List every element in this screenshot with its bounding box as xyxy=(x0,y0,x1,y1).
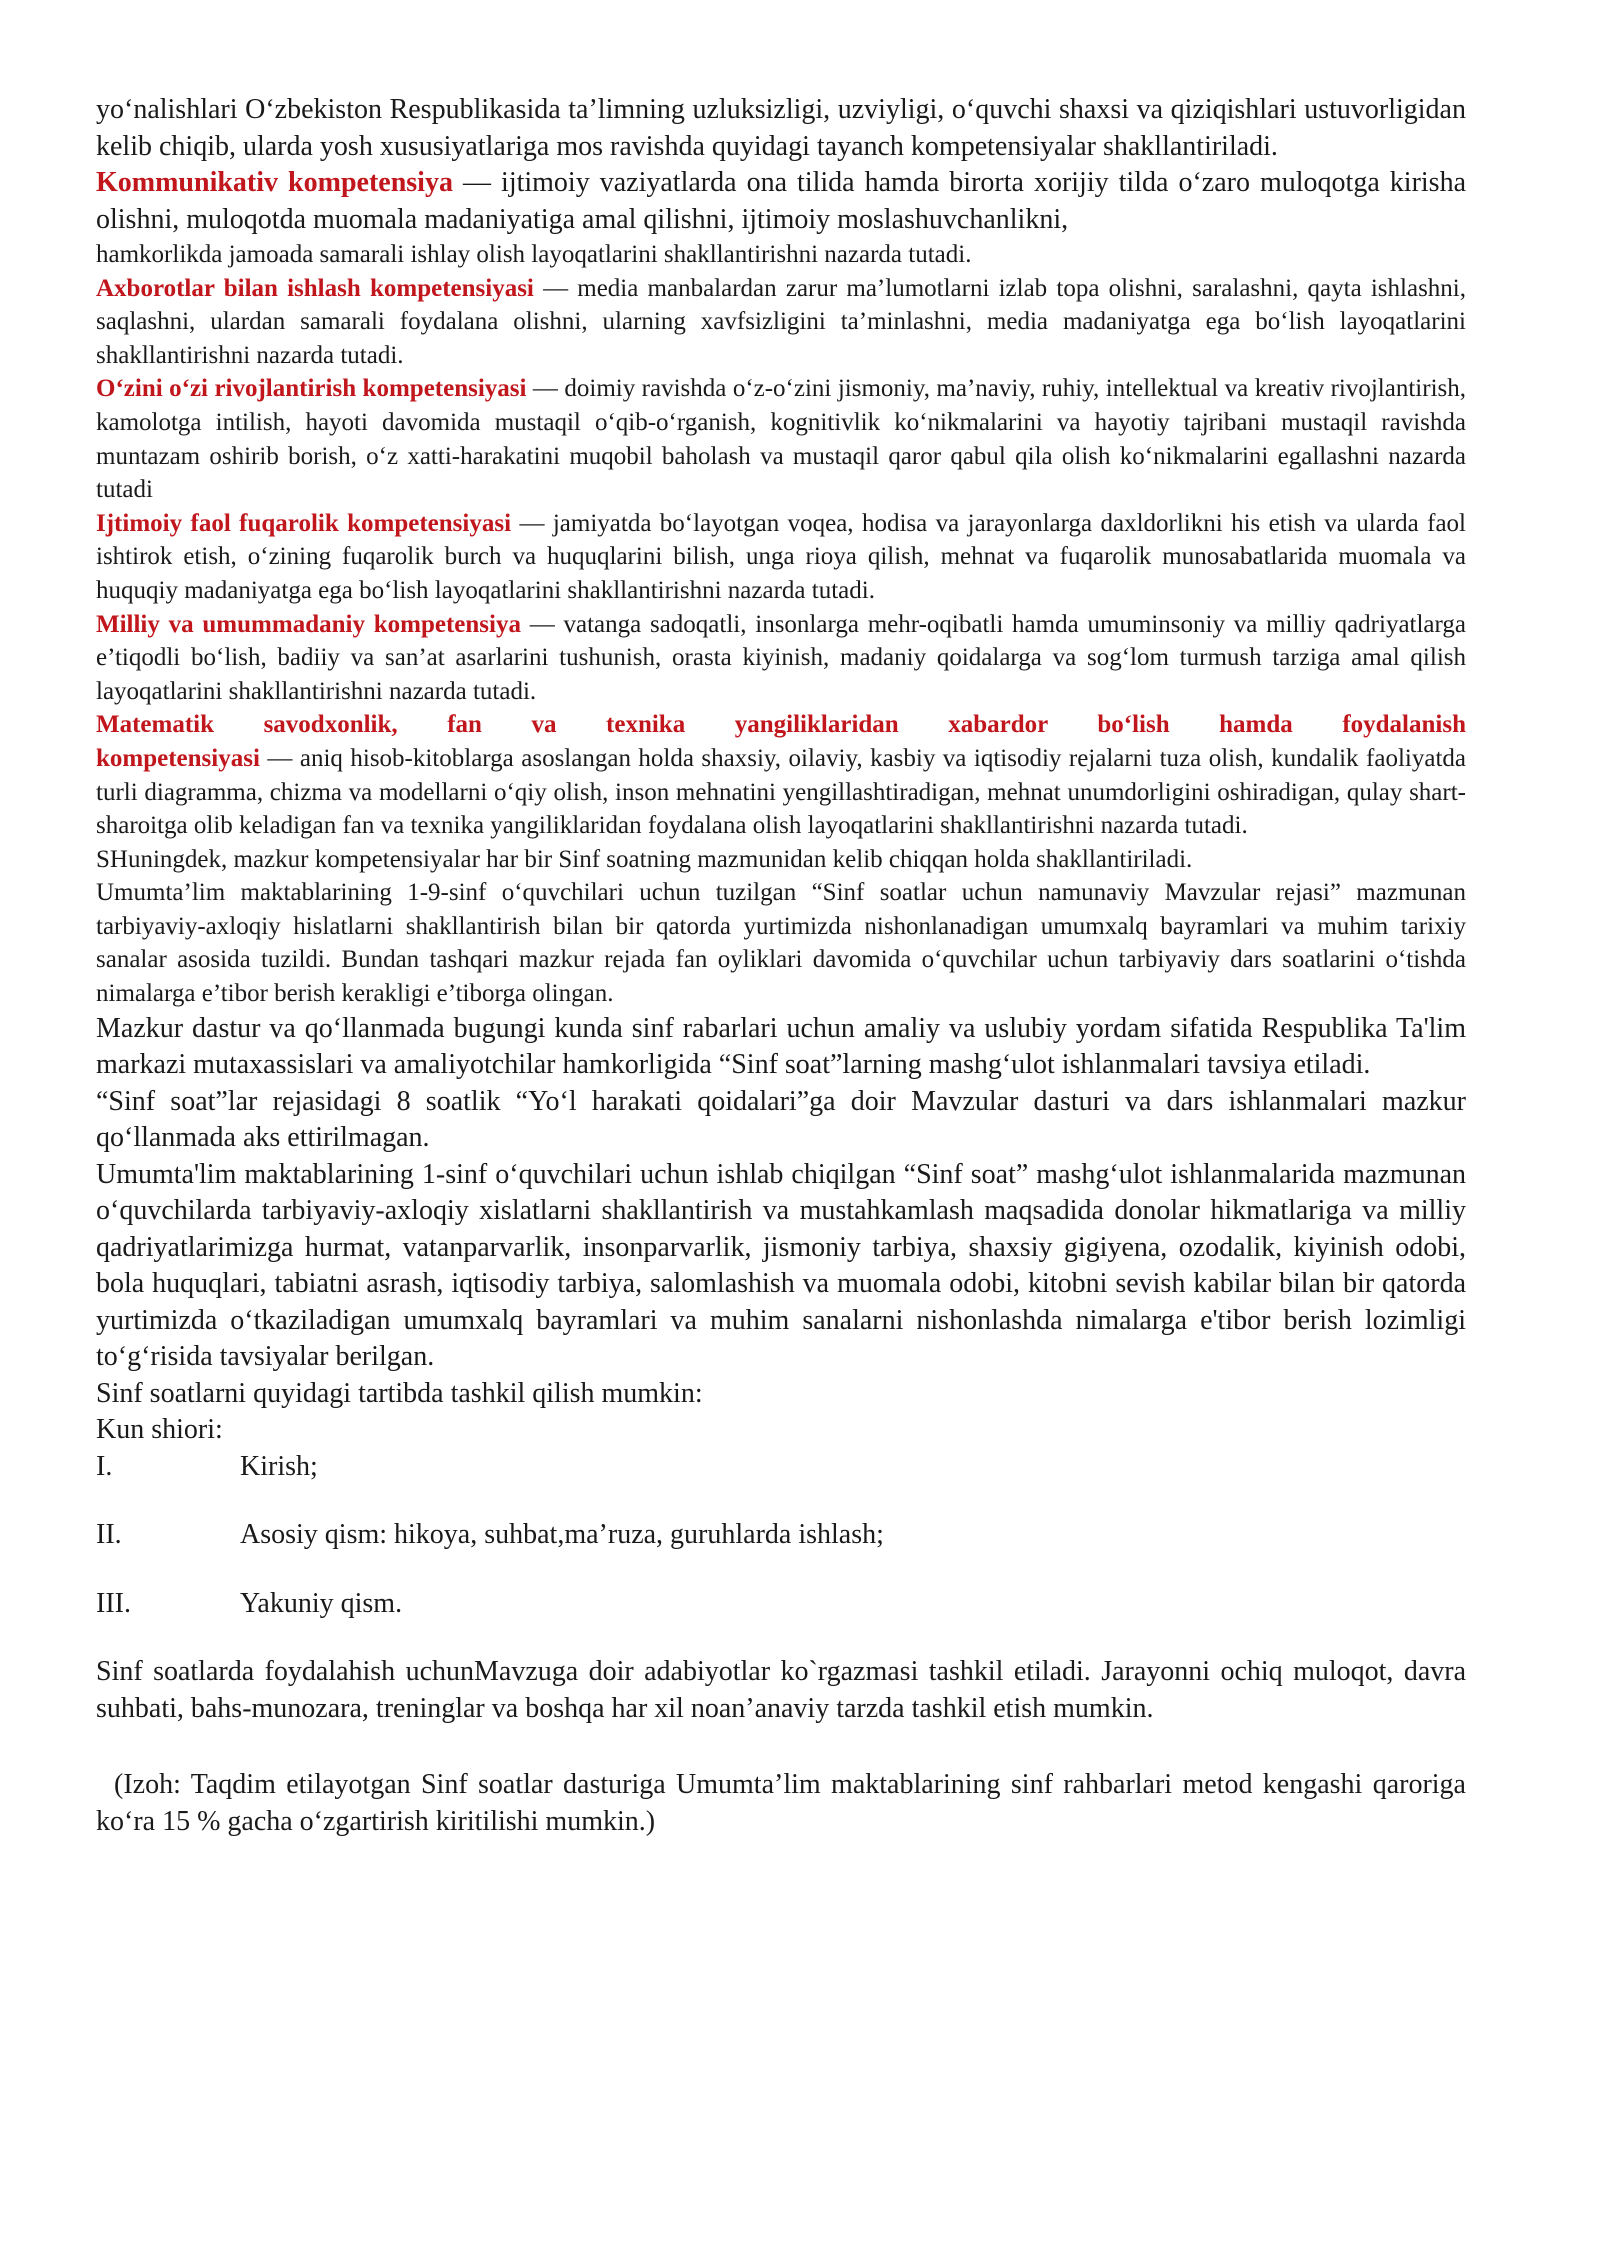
competency-text: — aniq hisob-kitoblarga asoslangan holda shaxsiy, oilaviy, kasbiy va iqtisodiy rejalarni tuza olish, kundalik faoliyatda turli diagramma, chizma va modellarni o‘qiy olish, inson mehnatini yengillashtiradigan, mehnat unumdorligini oshiradigan, qulay shart-sharoitga olib keladigan fan va texnika yangiliklaridan foydalana olish layoqatlarini shakllantirishni nazarda tutadi. xyxy=(96,744,1466,840)
competency-ijtimoiy-faol xyxy=(96,507,1466,608)
competency-kommunikativ xyxy=(96,165,1466,238)
structure-list xyxy=(96,1449,1466,1623)
list-text: Asosiy qism: hikoya, suhbat,ma’ruza, guruhlarda ishlash; xyxy=(240,1519,884,1551)
competency-title: Kommunikativ kompetensiya xyxy=(96,167,453,198)
list-item xyxy=(96,1586,1466,1623)
list-number: III. xyxy=(96,1587,131,1619)
competency-ozini-rivojlantirish xyxy=(96,372,1466,506)
list-text: Yakuniy qism. xyxy=(240,1587,403,1619)
spacer xyxy=(96,1727,1466,1767)
competency-text: — doimiy ravishda o‘z-o‘zini jismoniy, ma’naviy, ruhiy, intellektual va kreativ rivojlantirish, kamolotga intilish, hayoti davomida mustaqil o‘qib-o‘rganish, kognitivlik ko‘nikmalarini va hayotiy tajribani mustaqil ravishda muntazam oshirib borish, o‘z xatti-harakatini muqobil baholash va mustaqil qaror qabul qila olish ko‘nikmalarini egallashni nazarda tutadi xyxy=(96,375,1466,504)
competency-matematik-title-line: Matematik savodxonlik, fan va texnika yangiliklaridan xabardor bo‘lish hamda foydalanish xyxy=(96,711,1466,739)
competency-text: — ijtimoiy vaziyatlarda ona tilida hamda birorta xorijiy tilda o‘zaro muloqotga kirisha olishni, muloqotda muomala madaniyatiga amal qilishni, ijtimoiy moslashuvchanlikni, xyxy=(96,167,1466,235)
competency-title: Ijtimoiy faol fuqarolik kompetensiyasi xyxy=(96,509,512,537)
competency-title: kompetensiyasi xyxy=(96,744,260,772)
izoh-text: (Izoh: Taqdim etilayotgan Sinf soatlar dasturiga Umumta’lim maktablarining sinf rahbarlari metod kengashi qaroriga ko‘ra 15 % gacha o‘zgartirish kiritilishi mumkin.) xyxy=(96,1769,1466,1837)
competency-title: O‘zini o‘zi rivojlantirish kompetensiyasi xyxy=(96,375,527,403)
umumtalim-plan-paragraph: Umumta’lim maktablarining 1-9-sinf o‘quvchilari uchun tuzilgan “Sinf soatlar uchun namunaviy Mavzular rejasi” mazmunan tarbiyaviy-axloqiy hislatlarni shakllantirish bilan bir qatorda yurtimizda nishonlanadigan umumxalq bayramlari va muhim tarixiy sanalar asosida tuzildi. Bundan tashqari mazkur rejada fan oyliklari davomida o‘quvchilar uchun tarbiyaviy dars soatlarini o‘tishda nimalarga e’tibor berish kerakligi e’tiborga olingan. xyxy=(96,879,1466,1008)
competency-kommunikativ-continued: hamkorlikda jamoada samarali ishlay olish layoqatlarini shakllantirishni nazarda tutadi. xyxy=(96,241,972,268)
mazkur-dastur-paragraph: Mazkur dastur va qo‘llanmada bugungi kunda sinf rabarlari uchun amaliy va uslubiy yordam sifatida Respublika Ta'lim markazi mutaxassislari va amaliyotchilar hamkorligida “Sinf soat”larning mashg‘ulot ishlanmalari tavsiya etiladi. xyxy=(96,1012,1466,1081)
list-item xyxy=(96,1517,1466,1554)
kun-shiori-paragraph: Kun shiori: xyxy=(96,1414,223,1446)
competency-text: — vatanga sadoqatli, insonlarga mehr-oqibatli hamda umuminsoniy va milliy qadriyatlarga e’tiqodli bo‘lish, badiiy va san’at asarlarini tushunish, orasta kiyinish, madaniy qoidalarga va sog‘lom turmush tarziga amal qilish layoqatlarini shakllantirishni nazarda tutadi. xyxy=(96,610,1466,705)
birinchi-sinf-paragraph: Umumta'lim maktablarining 1-sinf o‘quvchilari uchun ishlab chiqilgan “Sinf soat” mashg‘ulot ishlanmalarida mazmunan o‘quvchilarda tarbiyaviy-axloqiy xislatlarni shakllantirish va mustahkamlash maqsadida donolar hikmatlariga va milliy qadriyatlarimizga hurmat, vatanparvarlik, insonparvarlik, jismoniy tarbiya, shaxsiy gigiyena, ozodalik, kiyinish odobi, bola huquqlari, tabiatni asrash, iqtisodiy tarbiya, salomlashish va muomala odobi, kitobni sevish kabilar bilan bir qatorda yurtimizda o‘tkaziladigan umumxalq bayramlari va muhim sanalarni nishonlashda nimalarga e'tibor berish lozimligi to‘g‘risida tavsiyalar berilgan. xyxy=(96,1158,1466,1373)
list-text: Kirish; xyxy=(240,1450,318,1482)
document-page xyxy=(96,92,1466,1840)
competency-title: Axborotlar bilan ishlash kompetensiyasi xyxy=(96,274,534,302)
shuningdek-paragraph: SHuningdek, mazkur kompetensiyalar har bir Sinf soatning mazmunidan kelib chiqqan holda shakllantiriladi. xyxy=(96,845,1193,873)
intro-paragraph: yo‘nalishlari O‘zbekiston Respublikasida ta’limning uzluksizligi, uzviyligi, o‘quvchi shaxsi va qiziqishlari ustuvorligidan kelib chiqib, ularda yosh xususiyatlariga mos ravishda quyidagi tayanch kompetensiyalar shakllantiriladi. xyxy=(96,94,1466,162)
list-number: II. xyxy=(96,1519,122,1551)
list-number: I. xyxy=(96,1450,113,1482)
yol-harakati-paragraph: “Sinf soat”lar rejasidagi 8 soatlik “Yo‘l harakati qoidalari”ga doir Mavzular dasturi va dars ishlanmalari mazkur qo‘llanmada aks ettirilmagan. xyxy=(96,1085,1466,1154)
competency-milliy xyxy=(96,608,1466,709)
izoh-paragraph xyxy=(96,1767,1466,1840)
foydalanish-paragraph: Sinf soatlarda foydalahish uchunMavzuga doir adabiyotlar ko`rgazmasi tashkil etiladi. Jarayonni ochiq muloqot, davra suhbati, bahs-munozara, treninglar va boshqa har xil noan’anaviy tarzda tashkil etish mumkin. xyxy=(96,1656,1466,1724)
competency-text: — jamiyatda bo‘layotgan voqea, hodisa va jarayonlarga daxldorlikni his etish va ularda faol ishtirok etish, o‘zining fuqarolik burch va huquqlarini bilish, unga rioya qilish, mehnat va fuqarolik munosabatlarida muomala va huquqiy madaniyatga ega bo‘lish layoqatlarini shakllantirishni nazarda tutadi. xyxy=(96,509,1467,604)
tartib-paragraph: Sinf soatlarni quyidagi tartibda tashkil qilish mumkin: xyxy=(96,1377,703,1409)
competency-axborot xyxy=(96,272,1466,373)
competency-matematik xyxy=(96,742,1466,843)
competency-text: — media manbalardan zarur ma’lumotlarni izlab topa olishni, saralashni, qayta ishlashni, saqlashni, ulardan samarali foydalana olishni, ularning xavfsizligini ta’minlashni, media madaniyatga ega bo‘lish layoqatlarini shakllantirishni nazarda tutadi. xyxy=(96,274,1467,369)
competency-title: Milliy va umummadaniy kompetensiya xyxy=(96,610,521,638)
list-item xyxy=(96,1449,1466,1486)
